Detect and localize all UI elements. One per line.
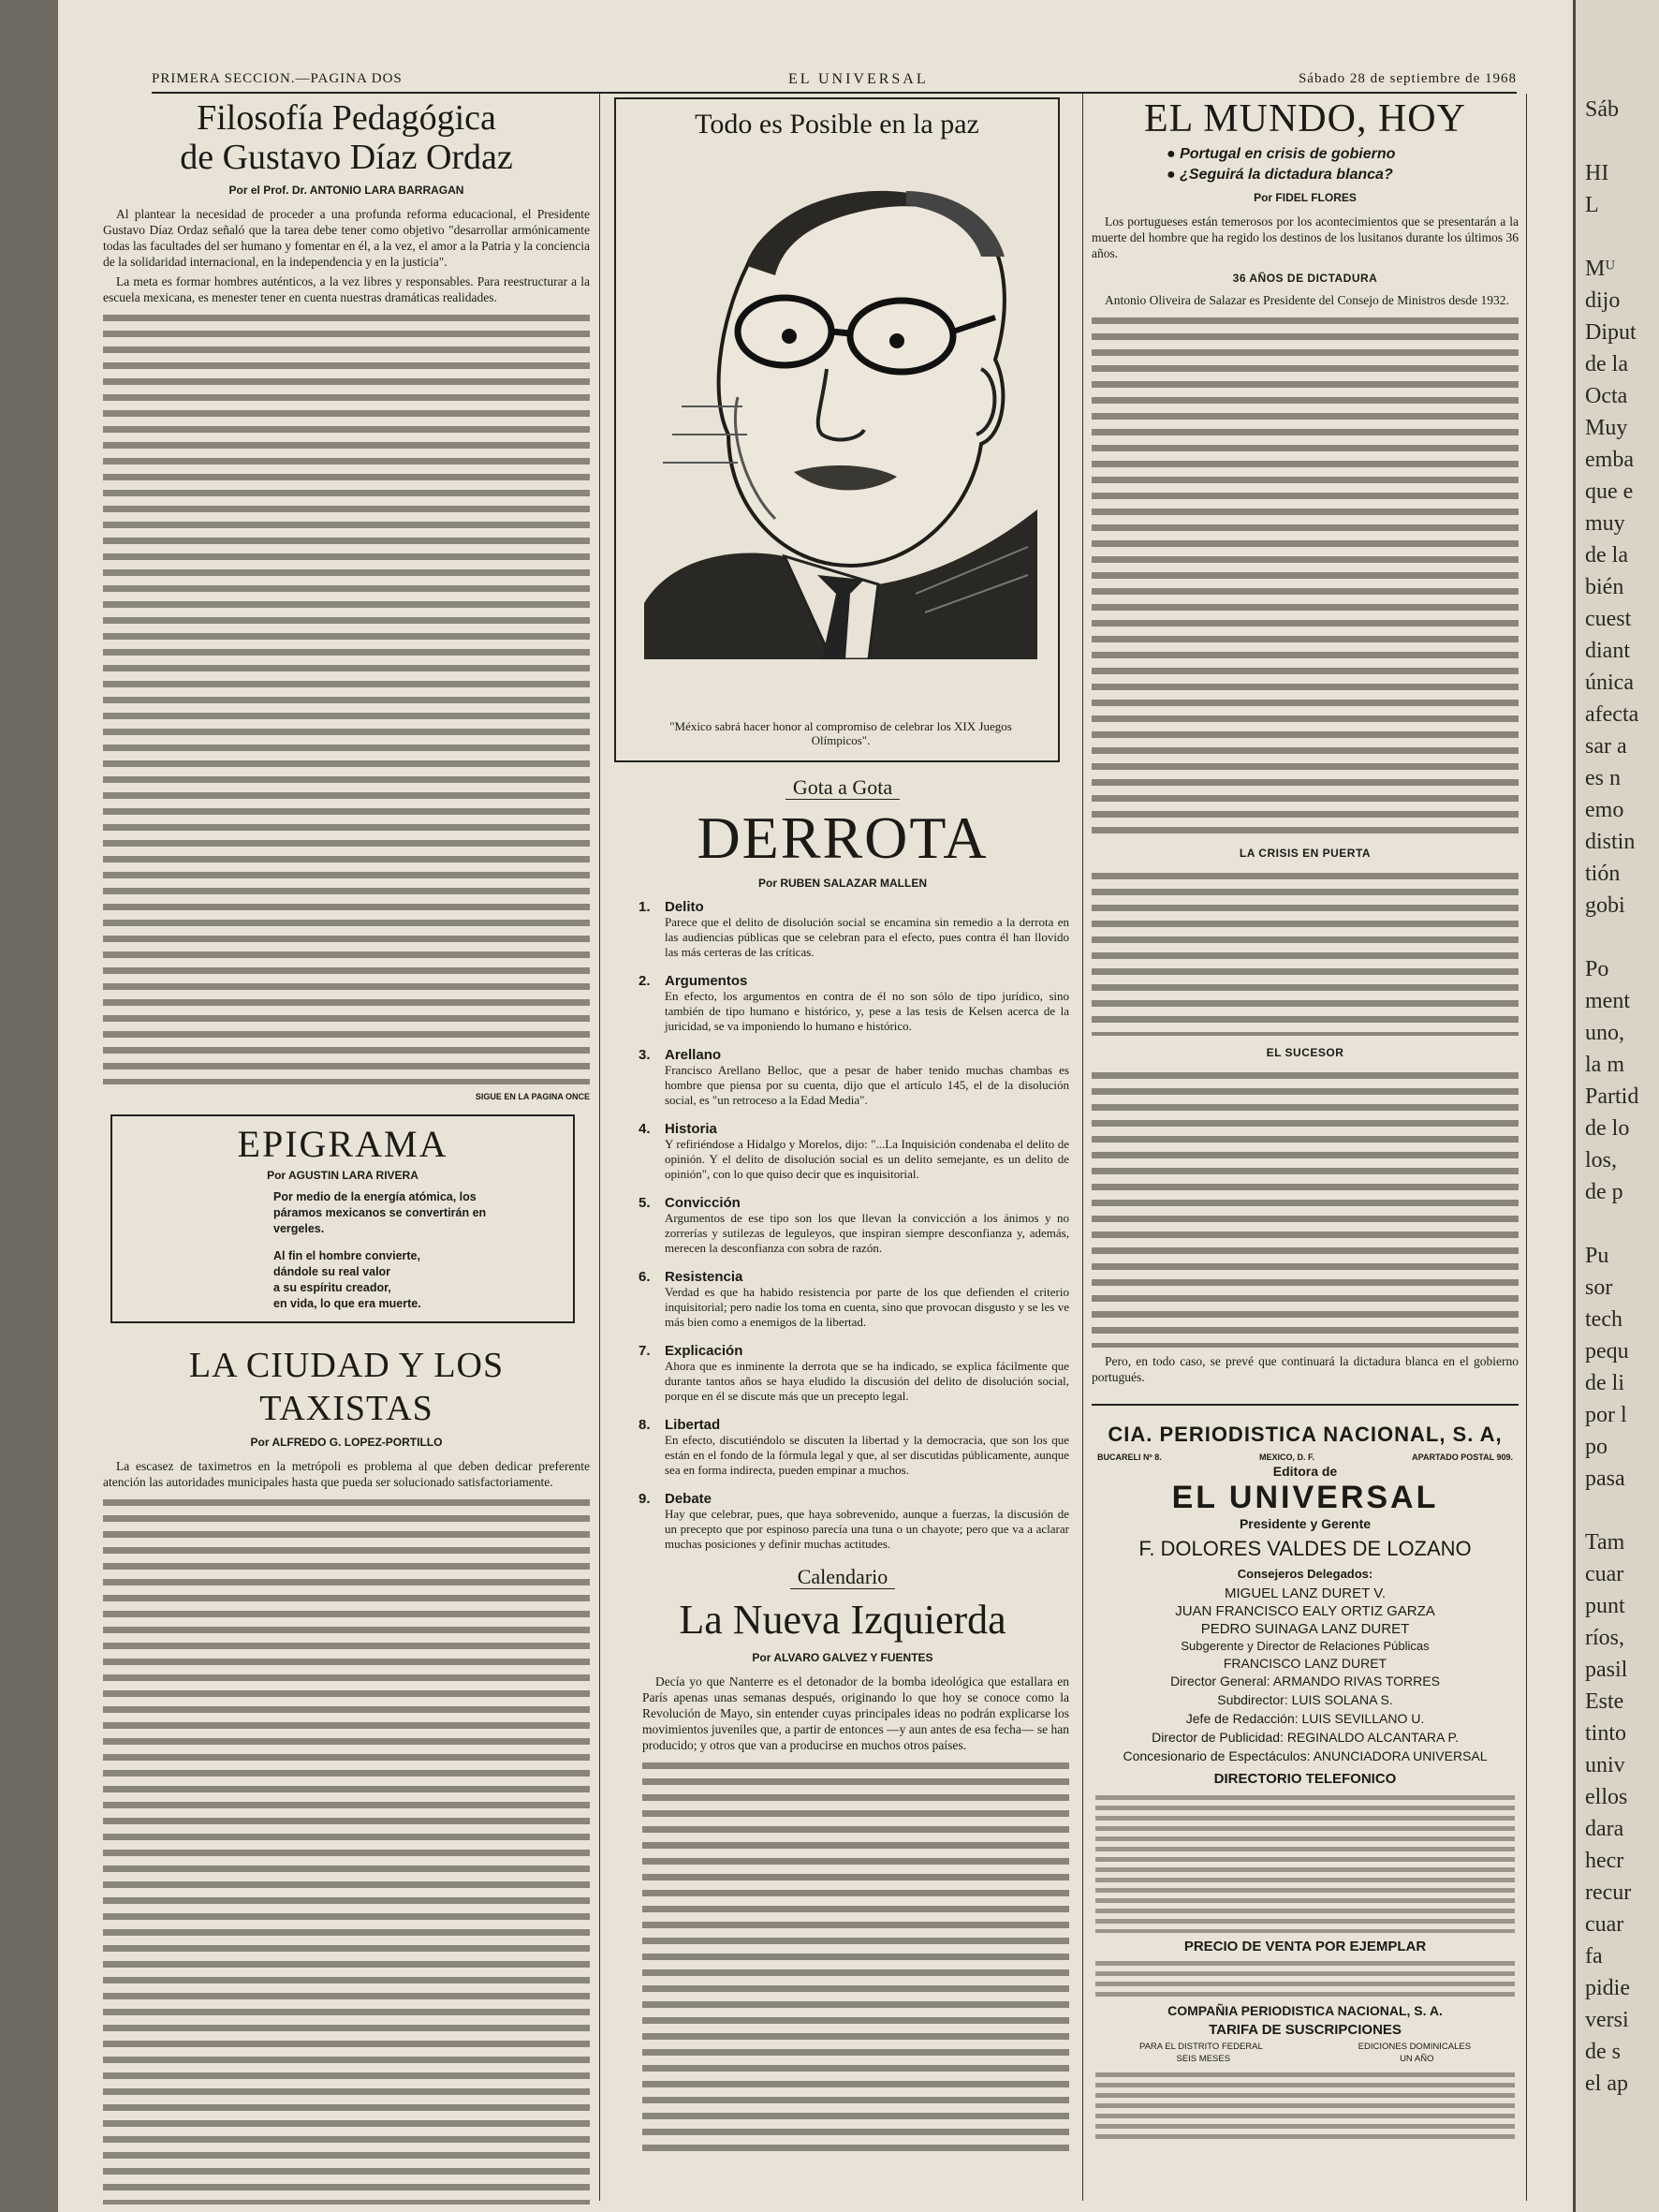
fragment-line: cuar xyxy=(1585,1562,1624,1586)
numbered-list xyxy=(609,899,1077,1552)
item-heading xyxy=(639,973,1069,989)
consejero-name: PEDRO SUINAGA LANZ DURET xyxy=(1200,1621,1410,1637)
fragment-line: Este xyxy=(1585,1689,1624,1714)
section-name: Calendario xyxy=(790,1565,896,1589)
tarifa-un-ano: UN AÑO xyxy=(1400,2054,1434,2064)
consejero-name: JUAN FRANCISCO EALY ORTIZ GARZA xyxy=(1175,1603,1435,1619)
tarifa-headings xyxy=(1092,2042,1519,2052)
tarifa-title: TARIFA DE SUSCRIPCIONES xyxy=(1209,2022,1402,2038)
item-text: Argumentos de ese tipo son los que llevan la convicción a los ánimos y no zorrerías y sutilezas de leguleyos, que inspiran siempre desconfianza y, además, merecen la desconfianza con sobra de razón. xyxy=(665,1211,1069,1255)
item-number: 1. xyxy=(639,899,651,915)
epigrama-byline: Por AGUSTIN LARA RIVERA xyxy=(267,1169,418,1182)
address-po-box: APARTADO POSTAL 909. xyxy=(1412,1453,1513,1462)
item-number: 5. xyxy=(639,1195,651,1211)
item-heading xyxy=(639,1269,1069,1285)
consejeros-list xyxy=(1092,1585,1519,1638)
tarifa-dominicales: EDICIONES DOMINICALES xyxy=(1358,2042,1472,2052)
fragment-line: pidie xyxy=(1585,1976,1630,2000)
item-title: Explicación xyxy=(665,1343,743,1359)
article-lead: La escasez de taximetros en la metrópoli es problema al que deben dedicar preferente atención las autoridades municipales hasta que pueda ser solucionado satisfactoriamente. xyxy=(103,1459,590,1489)
article-text-block xyxy=(1092,312,1519,836)
president-name: F. DOLORES VALDES DE LOZANO xyxy=(1138,1537,1472,1560)
item-number: 4. xyxy=(639,1121,651,1137)
adjacent-page-edge xyxy=(1573,0,1659,2212)
company-name: CIA. PERIODISTICA NACIONAL, S. A, xyxy=(1108,1423,1503,1446)
fragment-line: es n xyxy=(1585,766,1621,790)
article-paragraph: Antonio Oliveira de Salazar es Presidente del Consejo de Ministros desde 1932. xyxy=(1105,293,1509,307)
subgerente-name: FRANCISCO LANZ DURET xyxy=(1223,1656,1387,1671)
consejeros-label: Consejeros Delegados: xyxy=(1237,1567,1373,1581)
fragment-line: Partid xyxy=(1585,1084,1639,1109)
fragment-line: Tam xyxy=(1585,1530,1625,1555)
subgerente-label: Subgerente y Director de Relaciones Públicas xyxy=(1181,1639,1430,1653)
item-text: Hay que celebrar, pues, que haya sobrevenido, aunque a fuerzas, la discusión de un precepto que por espinoso parecía una tuna o un chayote; pero que va a aclarar muchas posiciones y definir muchas actitudes. xyxy=(665,1507,1069,1551)
fragment-line: de la xyxy=(1585,352,1628,376)
epigrama-line: dándole su real valor xyxy=(273,1265,391,1278)
staff-publicidad: Director de Publicidad: REGINALDO ALCANTARA P. xyxy=(1152,1730,1459,1745)
item-number: 6. xyxy=(639,1269,651,1285)
fragment-line: Pu xyxy=(1585,1244,1609,1268)
numbered-item xyxy=(639,1343,1069,1404)
item-text: Ahora que es inminente la derrota que se ha indicado, se explica fácilmente que durante tantos años se haya eludido la discusión del delito de disolución social, porque en él se discute más que un precepto legal. xyxy=(665,1359,1069,1403)
fragment-line: ellos xyxy=(1585,1785,1628,1809)
item-title: Debate xyxy=(665,1491,712,1507)
article-byline: Por FIDEL FLORES xyxy=(1254,191,1357,204)
fragment-line: HI xyxy=(1585,161,1609,185)
item-heading xyxy=(639,1343,1069,1359)
article-body xyxy=(103,206,590,1084)
numbered-item xyxy=(639,899,1069,960)
precio-text xyxy=(1095,1958,1515,1999)
item-text: Y refiriéndose a Hidalgo y Morelos, dijo: "...La Inquisición condenaba el delito de opinión. Y el delito de disolución social es un delito semejante, es un delito de opinión", con lo que quiso decir que es inquisitorial. xyxy=(665,1137,1069,1181)
article-title: de Gustavo Díaz Ordaz xyxy=(180,138,513,177)
fragment-line: muy xyxy=(1585,511,1625,536)
subtitle-bullet: ● ¿Seguirá la dictadura blanca? xyxy=(1167,167,1393,183)
item-heading xyxy=(639,1195,1069,1211)
fragment-line: fa xyxy=(1585,1944,1603,1969)
item-title: Convicción xyxy=(665,1195,741,1211)
article-title: TAXISTAS xyxy=(259,1389,433,1428)
address-street: BUCARELI Nº 8. xyxy=(1097,1453,1162,1462)
article-title: LA CIUDAD Y LOS xyxy=(188,1346,505,1385)
continued-note: SIGUE EN LA PAGINA ONCE xyxy=(475,1092,590,1101)
article-byline: Por ALFREDO G. LOPEZ-PORTILLO xyxy=(250,1436,443,1449)
epigrama-line: vergeles. xyxy=(273,1222,325,1235)
column-rule xyxy=(1526,94,1527,2201)
editora-label: Editora de xyxy=(1272,1464,1338,1479)
fragment-line: dara xyxy=(1585,1817,1624,1841)
item-heading xyxy=(639,1491,1069,1507)
fragment-line: univ xyxy=(1585,1753,1625,1777)
item-number: 3. xyxy=(639,1047,651,1063)
epigrama-line xyxy=(273,1237,562,1248)
staff-director: Director General: ARMANDO RIVAS TORRES xyxy=(1170,1674,1440,1688)
item-title: Arellano xyxy=(665,1047,722,1063)
newspaper-page xyxy=(58,0,1573,2212)
column-title: La Nueva Izquierda xyxy=(679,1597,1006,1643)
article-text-block xyxy=(1092,1067,1519,1348)
fragment-line: Octa xyxy=(1585,384,1628,408)
numbered-item xyxy=(639,1121,1069,1182)
article-text-block xyxy=(103,1494,590,2205)
fragment-line: cuest xyxy=(1585,607,1632,631)
fragment-line: pequ xyxy=(1585,1339,1629,1364)
newspaper-name: EL UNIVERSAL xyxy=(788,71,929,87)
epigrama-box xyxy=(110,1114,575,1323)
cartoon-box xyxy=(614,97,1060,762)
fragment-line: los, xyxy=(1585,1148,1618,1172)
fragment-line: la m xyxy=(1585,1053,1624,1077)
column-byline: Por RUBEN SALAZAR MALLEN xyxy=(758,877,927,890)
item-number: 8. xyxy=(639,1417,651,1433)
column-rule xyxy=(599,94,600,2201)
caricature-illustration xyxy=(635,154,1037,659)
fragment-line: tinto xyxy=(1585,1721,1627,1746)
epigrama-title: EPIGRAMA xyxy=(237,1123,448,1165)
column-lead: Decía yo que Nanterre es el detonador de la bomba ideológica que estallara en París apenas unas semanas después, originando lo que hoy se conoce como la Revolución de Mayo, sin entender cuyas principales ideas no podrán explicarse los movimientos juveniles que, a partir de entonces —y aun antes de esa fecha— se han producido; y otros que van a producirse en muchos otros países. xyxy=(642,1674,1069,1752)
compania-line: COMPAÑIA PERIODISTICA NACIONAL, S. A. xyxy=(1167,2003,1443,2018)
fragment-line: que e xyxy=(1585,479,1634,504)
column-section-label xyxy=(609,1565,1077,1589)
column-section-label xyxy=(609,775,1077,800)
fragment-line: versi xyxy=(1585,2008,1629,2032)
fragment-line: de lo xyxy=(1585,1116,1630,1141)
article-byline: Por el Prof. Dr. ANTONIO LARA BARRAGAN xyxy=(228,184,464,197)
directorio-title: DIRECTORIO TELEFONICO xyxy=(1213,1771,1397,1787)
column-body xyxy=(609,1674,1077,2160)
left-column xyxy=(103,97,590,2205)
article-title: EL MUNDO, HOY xyxy=(1144,97,1466,140)
fragment-line: pasil xyxy=(1585,1658,1628,1682)
item-title: Historia xyxy=(665,1121,717,1137)
fragment-line: Muy xyxy=(1585,416,1628,440)
fragment-line: uno, xyxy=(1585,1021,1624,1045)
subtitle-bullet: ● Portugal en crisis de gobierno xyxy=(1167,146,1396,162)
fragment-line: diant xyxy=(1585,639,1630,663)
consejero-name: MIGUEL LANZ DURET V. xyxy=(1225,1585,1386,1601)
tarifa-rows xyxy=(1092,2054,1519,2064)
right-column xyxy=(1092,97,1519,2205)
item-text: En efecto, discutiéndolo se discuten la libertad y la democracia, que son los que están en el fondo de la fórmula legal y que, al ser discutidas públicamente, aunque sea en forma indirecta, pueden empinar a muchos. xyxy=(665,1433,1069,1477)
center-column xyxy=(609,97,1077,2205)
numbered-item xyxy=(639,1269,1069,1330)
item-number: 2. xyxy=(639,973,651,989)
fragment-line: po xyxy=(1585,1435,1608,1459)
article-text-block xyxy=(103,309,590,1084)
numbered-item xyxy=(639,1047,1069,1108)
subheading: LA CRISIS EN PUERTA xyxy=(1239,847,1372,860)
fragment-line: emo xyxy=(1585,798,1624,822)
item-text: En efecto, los argumentos en contra de él no son sólo de tipo jurídico, sino también de tipo humano e histórico, y, pese a las tesis de Kelsen acerca de la juricidad, se va imponiendo lo humano e histórico. xyxy=(665,989,1069,1033)
item-title: Argumentos xyxy=(665,973,748,989)
item-heading xyxy=(639,1417,1069,1433)
item-text: Francisco Arellano Belloc, que a pesar de haber tenido muchas chambas es hombre que piensa por su cuenta, dijo que el artículo 145, el de la disolución social, es "un retroceso a la Edad Media". xyxy=(665,1063,1069,1107)
subtitle-bullets xyxy=(1092,144,1519,185)
item-title: Resistencia xyxy=(665,1269,743,1285)
directorio-table xyxy=(1095,1792,1515,1933)
address-city: MEXICO, D. F. xyxy=(1258,1453,1314,1462)
fragment-line: emba xyxy=(1585,448,1634,472)
section-label: PRIMERA SECCION.—PAGINA DOS xyxy=(152,71,403,86)
numbered-item xyxy=(639,1195,1069,1256)
fragment-line: recur xyxy=(1585,1880,1632,1905)
subheading: EL SUCESOR xyxy=(1266,1046,1344,1059)
fragment-line: única xyxy=(1585,671,1634,695)
fragment-line: punt xyxy=(1585,1594,1625,1618)
fragment-line: Diput xyxy=(1585,320,1637,345)
staff-subdirector: Subdirector: LUIS SOLANA S. xyxy=(1217,1692,1393,1707)
fragment-line: tión xyxy=(1585,862,1621,886)
item-number: 9. xyxy=(639,1491,651,1507)
epigrama-verse xyxy=(124,1189,562,1312)
fragment-line: L xyxy=(1585,193,1599,217)
item-title: Libertad xyxy=(665,1417,721,1433)
section-name: Gota a Gota xyxy=(785,775,900,800)
item-heading xyxy=(639,1047,1069,1063)
article-lead: Al plantear la necesidad de proceder a una profunda reforma educacional, el Presidente Gustavo Díaz Ordaz señaló que la tarea debe tener como objetivo "desarrollar armónicamente todas las facultades del ser humano y fomentar en él, a la vez, el amor a la Patria y la conciencia de la solidaridad internacional, en la independencia y en la justicia". xyxy=(103,207,590,269)
cartoon-caption: "México sabrá hacer honor al compromiso de celebrar los XIX Juegos Olímpicos". xyxy=(669,719,1012,747)
issue-date: Sábado 28 de septiembre de 1968 xyxy=(1298,71,1517,86)
fragment-line: el ap xyxy=(1585,2072,1628,2096)
item-text: Parece que el delito de disolución social se encamina sin remedio a la derrota en las audiencias públicas que se celebran para el efecto, pues contra él han llovido las más certeras de las críticas. xyxy=(665,915,1069,959)
fragment-line: de li xyxy=(1585,1371,1624,1395)
column-rule xyxy=(1082,94,1083,2201)
fragment-line: sor xyxy=(1585,1276,1613,1300)
legal-notice xyxy=(1095,2070,1515,2145)
epigrama-line: en vida, lo que era muerte. xyxy=(273,1297,421,1310)
cartoon-title: Todo es Posible en la paz xyxy=(695,109,979,140)
fragment-line: de la xyxy=(1585,543,1628,568)
masthead-box xyxy=(1092,1404,1519,2145)
epigrama-line: a su espíritu creador, xyxy=(273,1281,391,1294)
article-title: Filosofía Pedagógica xyxy=(197,98,496,138)
fragment-line: hecr xyxy=(1585,1849,1624,1873)
fragment-line: de p xyxy=(1585,1180,1623,1204)
fragment-line: de s xyxy=(1585,2040,1621,2064)
fragment-line: cuar xyxy=(1585,1912,1624,1937)
staff-jefe: Jefe de Redacción: LUIS SEVILLANO U. xyxy=(1185,1711,1425,1726)
fragment-line: Mᵁ xyxy=(1585,257,1616,281)
fragment-line: Po xyxy=(1585,957,1609,981)
numbered-item xyxy=(639,973,1069,1034)
article-lead: Los portugueses están temerosos por los acontecimientos que se presentarán a la muerte del hombre que ha regido los destinos de los lusitanos durante los últimos 36 años. xyxy=(1092,214,1519,260)
column-title: DERROTA xyxy=(697,804,989,871)
epigrama-line: Por medio de la energía atómica, los xyxy=(273,1190,477,1203)
precio-title: PRECIO DE VENTA POR EJEMPLAR xyxy=(1183,1939,1427,1954)
fragment-line: dijo xyxy=(1585,288,1621,313)
fragment-line: tech xyxy=(1585,1307,1622,1332)
fragment-line: afecta xyxy=(1585,702,1639,727)
epigrama-line: Al fin el hombre convierte, xyxy=(273,1249,420,1262)
fragment-line: sar a xyxy=(1585,734,1627,759)
item-text: Verdad es que ha habido resistencia por parte de los que defienden el criterio inquisitorial; pero nadie los toma en cuenta, sino que provocan disgusto y se les ve más bien como a enemigos de la libertad. xyxy=(665,1285,1069,1329)
fragment-line: gobi xyxy=(1585,893,1625,918)
column-text-block xyxy=(642,1757,1069,2160)
masthead-paper-name: EL UNIVERSAL xyxy=(1171,1480,1439,1515)
president-label: Presidente y Gerente xyxy=(1239,1516,1372,1531)
item-heading xyxy=(639,1121,1069,1137)
item-title: Delito xyxy=(665,899,704,915)
article-body xyxy=(1092,214,1519,1385)
company-address xyxy=(1097,1453,1513,1462)
fragment-line: ríos, xyxy=(1585,1626,1624,1650)
numbered-item xyxy=(639,1417,1069,1478)
article-paragraph: Pero, en todo caso, se prevé que continuará la dictadura blanca en el gobierno portugués. xyxy=(1092,1354,1519,1384)
fragment-line: Sáb xyxy=(1585,97,1619,122)
staff-espectaculos: Concesionario de Espectáculos: ANUNCIADORA UNIVERSAL xyxy=(1123,1748,1488,1763)
epigrama-line: páramos mexicanos se convertirán en xyxy=(273,1206,487,1219)
article-paragraph: La meta es formar hombres auténticos, a la vez libres y responsables. Para reestructurar a la escuela mexicana, es menester tener en cuenta nuestras dramáticas realidades. xyxy=(103,274,590,304)
page-header xyxy=(152,67,1517,94)
fragment-line: pasa xyxy=(1585,1467,1625,1491)
column-byline: Por ALVARO GALVEZ Y FUENTES xyxy=(752,1651,933,1664)
article-text-block xyxy=(1092,867,1519,1036)
tarifa-seis-meses: SEIS MESES xyxy=(1176,2054,1231,2064)
tarifa-df: PARA EL DISTRITO FEDERAL xyxy=(1138,2042,1263,2052)
item-heading xyxy=(639,899,1069,915)
item-number: 7. xyxy=(639,1343,651,1359)
fragment-line: distin xyxy=(1585,830,1636,854)
fragment-line: ment xyxy=(1585,989,1630,1013)
numbered-item xyxy=(639,1491,1069,1552)
fragment-line: bién xyxy=(1585,575,1624,599)
article-body xyxy=(103,1458,590,2205)
subheading: 36 AÑOS DE DICTADURA xyxy=(1232,272,1378,285)
fragment-line: por l xyxy=(1585,1403,1627,1427)
